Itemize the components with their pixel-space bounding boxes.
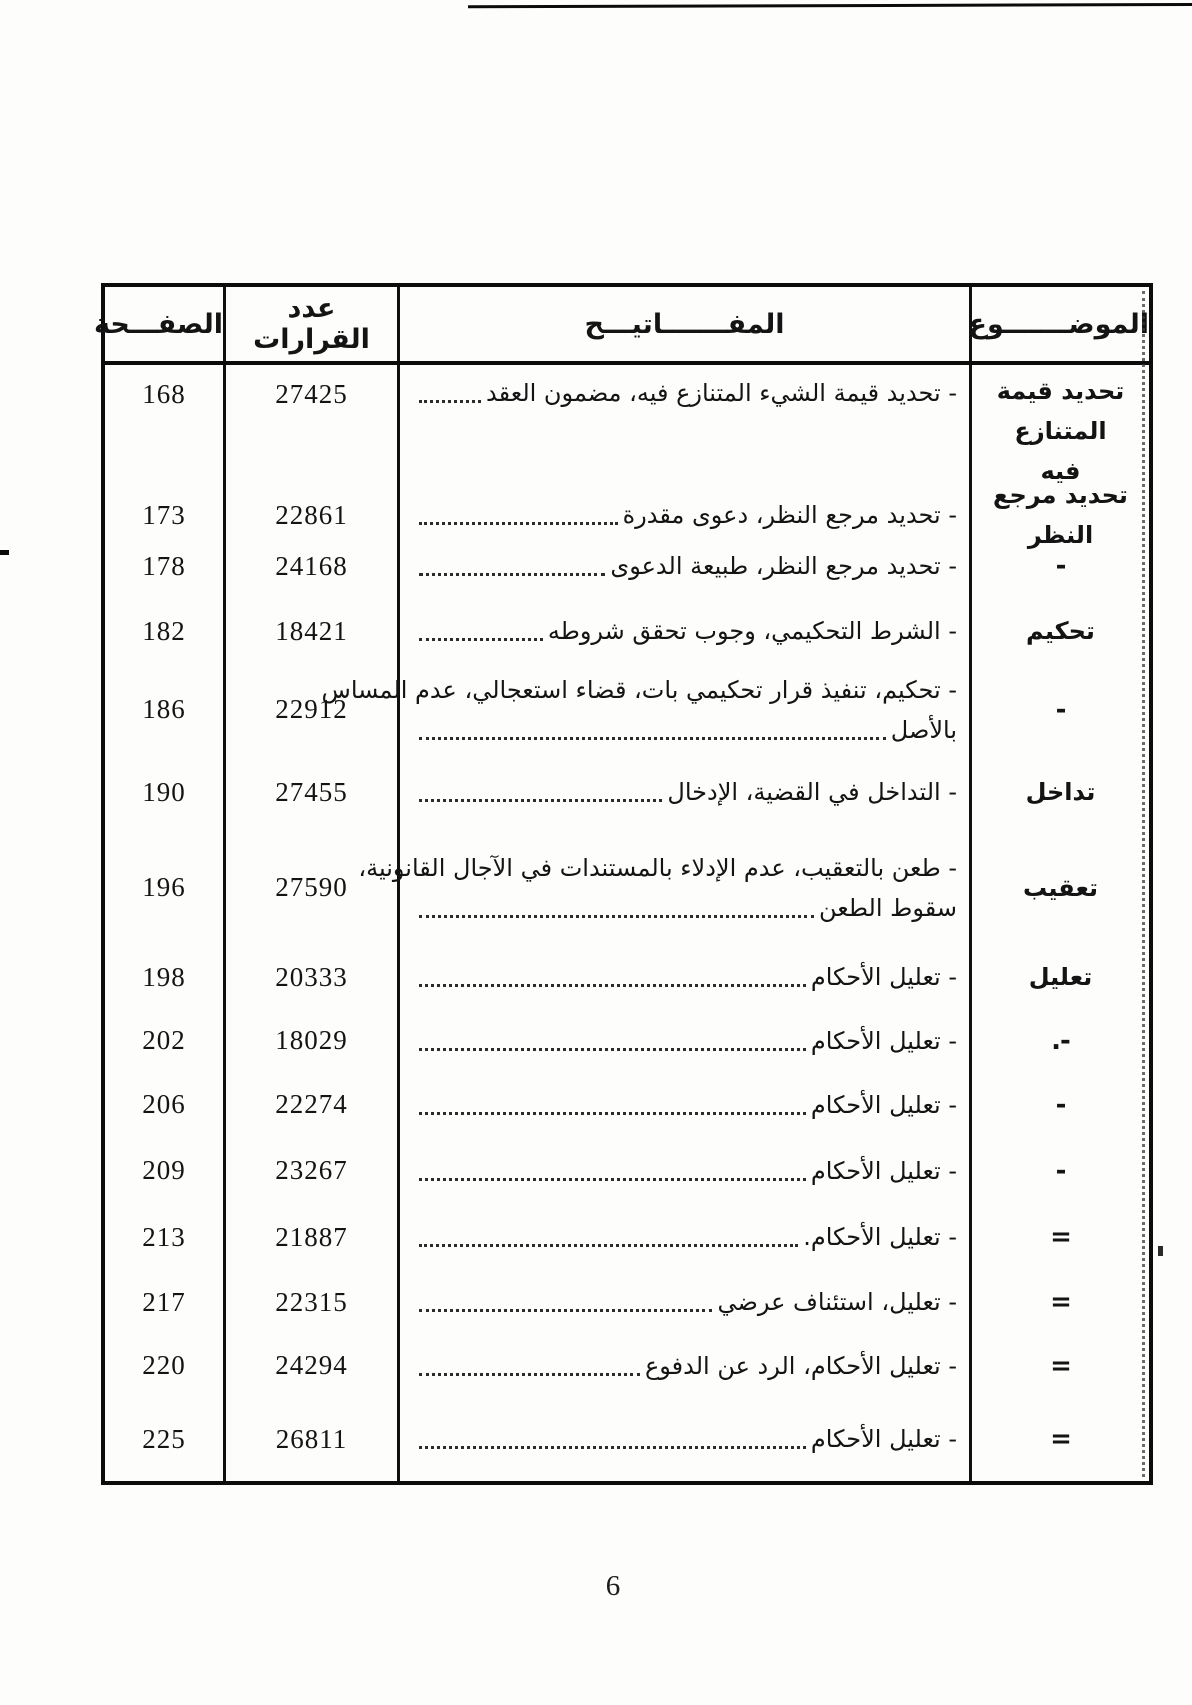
keys-text: - تحديد مرجع النظر، طبيعة الدعوى: [610, 552, 957, 580]
decision-number-cell: 22274: [223, 1072, 397, 1137]
page-number-cell: 220: [142, 1350, 186, 1380]
keys-line: [416, 495, 957, 535]
dotted-leader: [419, 400, 481, 403]
subject-cell: [969, 1270, 1149, 1334]
keys-line: [416, 611, 957, 651]
ditto-mark: -: [1055, 1089, 1066, 1120]
table-row: [105, 475, 1149, 549]
keys-text: - تعليل الأحكام: [810, 1156, 957, 1185]
keys-text: - تعليل، استئناف عرضي: [717, 1288, 957, 1316]
page-number-cell: 182: [142, 615, 186, 646]
keys-cell: [397, 754, 969, 830]
decision-number-cell: 24294: [223, 1334, 397, 1397]
decision-number-cell: 26811: [223, 1397, 397, 1481]
dotted-leader: [419, 799, 662, 802]
decision-number-cell: 24168: [223, 535, 397, 597]
subject-text: تحديد قيمة المتنازع: [996, 377, 1125, 445]
dotted-leader: [419, 984, 806, 987]
table-row: [105, 754, 1149, 830]
ditto-mark: -: [1055, 551, 1066, 581]
subject-cell: [969, 1397, 1149, 1481]
keys-text: - تعليل الأحكام.: [803, 1223, 957, 1251]
index-table: [94, 283, 1153, 1485]
ditto-mark: -: [1055, 694, 1066, 725]
keys-text: - تحديد قيمة الشيء المتنازع فيه، مضمون العقد: [486, 379, 957, 407]
header-keys-label: المفـــــــاتيـــح: [584, 308, 785, 340]
keys-text: سقوط الطعن: [819, 893, 957, 922]
page-number-cell: 213: [142, 1221, 186, 1252]
keys-cell: [397, 1072, 969, 1137]
subject-cell: [969, 1137, 1149, 1204]
page-number-cell: 178: [142, 550, 186, 581]
subject-cell: [969, 1072, 1149, 1137]
keys-line: [416, 772, 957, 812]
subject-cell: [969, 1204, 1149, 1270]
decision-number-cell: 22315: [223, 1270, 397, 1334]
table-row: [105, 1204, 1149, 1270]
dotted-leader: [419, 573, 605, 576]
keys-line: [416, 957, 957, 997]
dotted-leader: [419, 1309, 712, 1312]
table-row: [105, 365, 1149, 485]
dotted-leader: [419, 1178, 806, 1181]
decision-number-cell: 21887: [223, 1204, 397, 1270]
inner-dotted-border: [1142, 291, 1145, 1477]
header-page: [94, 287, 223, 361]
header-subject: [969, 287, 1149, 361]
scan-artifact-right-speck: [1158, 1246, 1163, 1256]
decision-number-cell: 18029: [223, 1009, 397, 1072]
scan-artifact-left-speck: [0, 550, 9, 555]
keys-cell: [397, 1270, 969, 1334]
keys-cell: [397, 945, 969, 1009]
keys-cell: [397, 1204, 969, 1270]
keys-cell: [397, 535, 969, 597]
decision-number-cell: 27590: [223, 830, 397, 945]
ditto-mark: =: [1050, 1222, 1071, 1252]
keys-text: - طعن بالتعقيب، عدم الإدلاء بالمستندات في الآجال القانونية،: [358, 853, 957, 882]
page-number-cell: 206: [142, 1089, 186, 1119]
decision-number-cell: 22912: [223, 665, 397, 754]
subject-cell: [969, 665, 1149, 754]
keys-cell: [397, 1334, 969, 1397]
subject-text: تحديد مرجع النظر: [993, 481, 1128, 549]
header-subject-label: الموضـــــــوع: [968, 308, 1149, 340]
keys-line: [416, 373, 957, 413]
subject-text: فيه: [1040, 457, 1081, 485]
dotted-leader: [419, 915, 814, 918]
table-row: [105, 945, 1149, 1009]
table-row: [105, 665, 1149, 754]
keys-text: - تحديد مرجع النظر، دعوى مقدرة: [622, 501, 957, 529]
subject-text: تعليل: [1028, 963, 1093, 991]
table-row: [105, 1072, 1149, 1137]
dotted-leader: [419, 737, 886, 740]
keys-text: - تعليل الأحكام: [810, 1425, 957, 1453]
keys-line: [416, 1151, 957, 1191]
scan-artifact-top-line: [468, 3, 1192, 8]
ditto-mark: -.: [1051, 1025, 1070, 1056]
subject-cell: [969, 830, 1149, 945]
footer-page-number: 6: [605, 1570, 621, 1602]
table-body: [105, 365, 1149, 1481]
page-number-cell: 186: [142, 694, 186, 724]
decision-number-cell: 18421: [223, 597, 397, 665]
dotted-leader: [419, 1112, 806, 1115]
decision-number-cell: 27425: [223, 365, 397, 491]
table-row: [105, 535, 1149, 597]
table-row: [105, 1270, 1149, 1334]
keys-line: [416, 710, 957, 750]
keys-cell: [321, 665, 969, 754]
subject-cell: [969, 535, 1149, 597]
page-number-cell: 209: [142, 1155, 186, 1185]
keys-text: - الشرط التحكيمي، وجوب تحقق شروطه: [547, 617, 957, 645]
subject-cell: [969, 945, 1149, 1009]
keys-line: [416, 1419, 957, 1459]
keys-cell: [358, 830, 969, 945]
table-header-row: [94, 287, 1149, 365]
dotted-leader: [419, 638, 543, 641]
page-number-cell: 196: [142, 872, 186, 902]
keys-line: [321, 670, 957, 710]
table-row: [105, 1137, 1149, 1204]
page-number-cell: 225: [142, 1423, 186, 1454]
dotted-leader: [419, 1048, 806, 1051]
dotted-leader: [419, 1446, 806, 1449]
keys-line: [416, 1282, 957, 1322]
keys-line: [416, 888, 957, 928]
subject-cell: [969, 597, 1149, 665]
page-number-cell: 198: [142, 961, 186, 992]
keys-cell: [397, 365, 969, 491]
keys-text: بالأصل: [890, 715, 957, 744]
keys-cell: [397, 1397, 969, 1481]
keys-cell: [397, 597, 969, 665]
ditto-mark: =: [1050, 1350, 1071, 1381]
keys-line: [416, 1021, 957, 1061]
table-row: [105, 597, 1149, 665]
keys-line: [416, 546, 957, 586]
keys-line: [416, 1346, 957, 1386]
subject-text: تحكيم: [1026, 617, 1095, 645]
table-row: [105, 1397, 1149, 1481]
table-row: [105, 830, 1149, 945]
table-row: [105, 1009, 1149, 1072]
page-number-cell: 190: [142, 776, 186, 807]
page-number-cell: 217: [142, 1286, 186, 1317]
page-number-cell: 168: [142, 379, 186, 409]
table-row: [105, 1334, 1149, 1397]
subject-cell: [969, 1334, 1149, 1397]
header-decisions-label: عدد القرارات: [253, 293, 370, 355]
keys-text: - تعليل الأحكام، الرد عن الدفوع: [644, 1351, 957, 1380]
keys-text: - التداخل في القضية، الإدخال: [667, 778, 957, 806]
decision-number-cell: 23267: [223, 1137, 397, 1204]
decision-number-cell: 27455: [223, 754, 397, 830]
subject-cell: [969, 365, 1149, 491]
keys-line: [416, 1217, 957, 1257]
subject-text: تداخل: [1025, 778, 1096, 806]
keys-cell: [397, 1009, 969, 1072]
page-number-cell: 202: [142, 1025, 186, 1055]
keys-line: [358, 848, 957, 888]
decision-number-cell: 22861: [223, 475, 397, 555]
subject-text: تعقيب: [1022, 873, 1099, 902]
subject-cell: [969, 754, 1149, 830]
dotted-leader: [419, 522, 618, 525]
header-page-label: الصفـــحة: [94, 308, 223, 340]
subject-cell: [969, 1009, 1149, 1072]
keys-line: [416, 1085, 957, 1125]
ditto-mark: =: [1050, 1287, 1071, 1317]
keys-text: - تعليل الأحكام: [810, 1090, 957, 1119]
header-decisions: [223, 287, 397, 361]
keys-cell: [397, 1137, 969, 1204]
header-keys: [397, 287, 969, 361]
dotted-leader: [419, 1244, 798, 1247]
page-number-cell: 173: [142, 499, 186, 530]
decision-number-cell: 20333: [223, 945, 397, 1009]
ditto-mark: =: [1050, 1424, 1071, 1454]
keys-text: - تحكيم، تنفيذ قرار تحكيمي بات، قضاء استعجالي، عدم المساس: [321, 675, 957, 704]
keys-text: - تعليل الأحكام: [810, 1026, 957, 1055]
ditto-mark: -: [1055, 1155, 1066, 1186]
dotted-leader: [419, 1373, 640, 1376]
keys-text: - تعليل الأحكام: [810, 963, 957, 991]
